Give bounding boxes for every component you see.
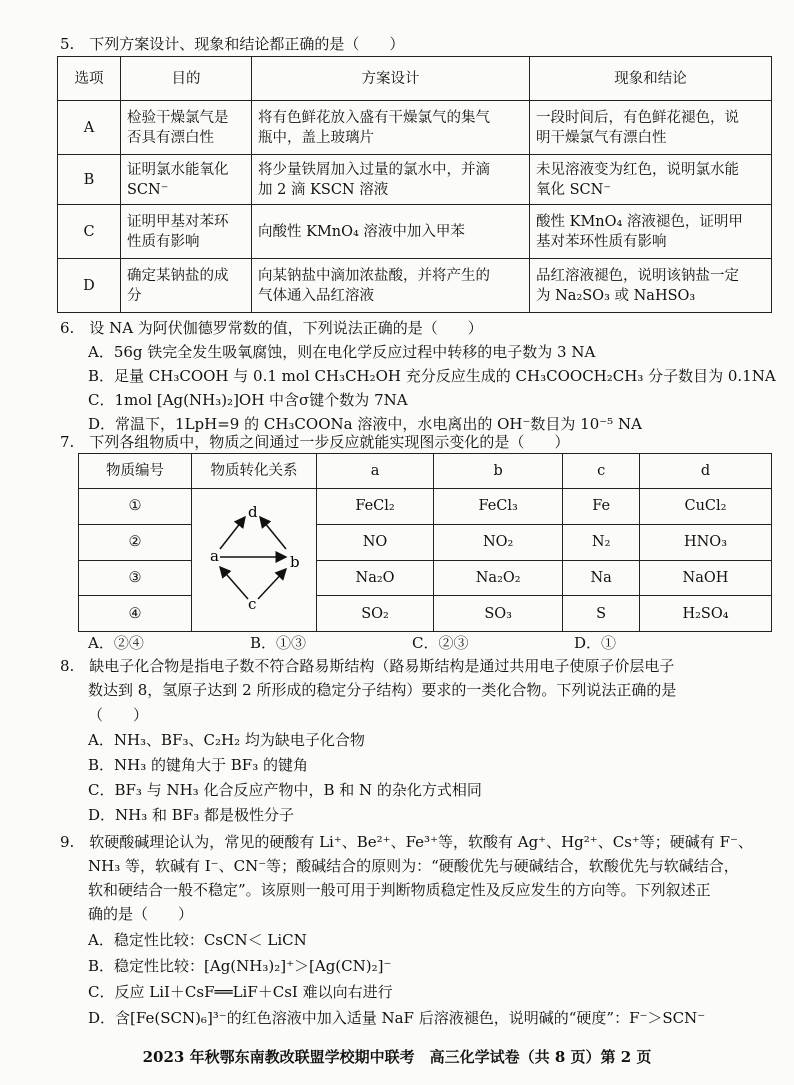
- q7-header-a: a: [317, 454, 434, 489]
- q9-stem-line1: 9. 软硬酸碱理论认为，常见的硬酸有 Li⁺、Be²⁺、Fe³⁺等，软酸有 Ag⁺、Hg²⁺、Cs⁺等；硬碱有 F⁻、: [60, 833, 753, 851]
- q5-row-goal: 证明氯水能氧化 SCN⁻: [121, 155, 252, 205]
- q8-stem-line2: 数达到 8，氢原子达到 2 所形成的稳定分子结构）要求的一类化合物。下列说法正确的是: [88, 681, 677, 699]
- q7-row-id: ④: [79, 596, 192, 632]
- q6-option-c: C．1mol [Ag(NH₃)₂]OH 中含σ键个数为 7NA: [88, 391, 408, 409]
- q5-row-plan: 向酸性 KMnO₄ 溶液中加入甲苯: [252, 205, 530, 259]
- q7-cell-b: NO₂: [434, 524, 563, 560]
- q9-option-c: C．反应 LiI＋CsF══LiF＋CsI 难以向右进行: [88, 983, 393, 1001]
- diagram-label-a: a: [210, 547, 219, 565]
- arrow-a-to-d: [220, 517, 245, 549]
- q5-table: [57, 56, 772, 313]
- q8-option-b: B．NH₃ 的键角大于 BF₃ 的键角: [88, 756, 308, 774]
- q5-row-option: A: [58, 101, 121, 155]
- q7-cell-d: HNO₃: [639, 524, 771, 560]
- q7-cell-b: Na₂O₂: [434, 560, 563, 596]
- q9-stem-line2: NH₃ 等，软碱有 I⁻、CN⁻等；酸碱结合的原则为：“硬酸优先与硬碱结合，软酸优先与软碱结合，: [88, 857, 739, 875]
- q5-header-option: 选项: [58, 57, 121, 101]
- arrow-c-to-b: [258, 569, 286, 599]
- q7-answer-a: A．②④: [88, 634, 144, 652]
- q7-stem: 7. 下列各组物质中，物质之间通过一步反应就能实现图示变化的是（ ）: [60, 433, 570, 451]
- q7-cell-c: S: [563, 596, 640, 632]
- q7-header-b: b: [434, 454, 563, 489]
- q7-cell-a: NO: [317, 524, 434, 560]
- table-row: [58, 155, 772, 205]
- q7-cell-d: CuCl₂: [639, 489, 771, 525]
- q5-row-result: 品红溶液褪色，说明该钠盐一定 为 Na₂SO₃ 或 NaHSO₃: [530, 259, 772, 313]
- q9-stem-line3: 软和硬结合一般不稳定”。该原则一般可用于判断物质稳定性及反应发生的方向等。下列叙述正: [88, 881, 711, 899]
- q5-row-result: 未见溶液变为红色，说明氯水能 氧化 SCN⁻: [530, 155, 772, 205]
- q5-row-goal: 证明甲基对苯环 性质有影响: [121, 205, 252, 259]
- q7-cell-b: SO₃: [434, 596, 563, 632]
- q7-header-relation: 物质转化关系: [192, 454, 317, 489]
- q5-header-plan: 方案设计: [252, 57, 530, 101]
- q5-row-plan: 将有色鲜花放入盛有干燥氯气的集气 瓶中，盖上玻璃片: [252, 101, 530, 155]
- q7-cell-a: FeCl₂: [317, 489, 434, 525]
- q7-table: [78, 453, 772, 632]
- q6-option-b: B．足量 CH₃COOH 与 0.1 mol CH₃CH₂OH 充分反应生成的 CH₃COOCH₂CH₃ 分子数目为 0.1NA: [88, 367, 776, 385]
- q7-relation-diagram: [192, 489, 317, 632]
- q5-row-goal: 确定某钠盐的成 分: [121, 259, 252, 313]
- q7-cell-d: H₂SO₄: [639, 596, 771, 632]
- q6-stem: 6. 设 NA 为阿伏伽德罗常数的值，下列说法正确的是（ ）: [60, 319, 483, 337]
- diagram-label-b: b: [290, 553, 300, 571]
- q7-cell-c: Na: [563, 560, 640, 596]
- q5-row-option: D: [58, 259, 121, 313]
- q8-stem-line3: （ ）: [88, 706, 149, 724]
- q7-row-id: ③: [79, 560, 192, 596]
- q6-option-a: A．56g 铁完全发生吸氧腐蚀，则在电化学反应过程中转移的电子数为 3 NA: [88, 343, 596, 361]
- q6-option-d: D．常温下，1LpH=9 的 CH₃COONa 溶液中，水电离出的 OH⁻数目为 10⁻⁵ NA: [88, 415, 642, 433]
- q9-option-b: B．稳定性比较：[Ag(NH₃)₂]⁺＞[Ag(CN)₂]⁻: [88, 957, 392, 975]
- q5-header-result: 现象和结论: [530, 57, 772, 101]
- table-row: [79, 524, 772, 560]
- q8-option-d: D．NH₃ 和 BF₃ 都是极性分子: [88, 806, 294, 824]
- arrow-c-to-a: [220, 567, 248, 599]
- q7-cell-a: Na₂O: [317, 560, 434, 596]
- q7-cell-c: N₂: [563, 524, 640, 560]
- q7-header-c: c: [563, 454, 640, 489]
- q9-option-a: A．稳定性比较：CsCN＜ LiCN: [88, 931, 307, 949]
- q5-stem: 5. 下列方案设计、现象和结论都正确的是（ ）: [60, 35, 405, 53]
- diagram-label-d: d: [248, 503, 258, 521]
- q7-row-id: ②: [79, 524, 192, 560]
- q7-header-id: 物质编号: [79, 454, 192, 489]
- q5-row-option: B: [58, 155, 121, 205]
- q7-answer-c: C．②③: [412, 634, 469, 652]
- q5-row-result: 酸性 KMnO₄ 溶液褪色，证明甲 基对苯环性质有影响: [530, 205, 772, 259]
- q7-row-id: ①: [79, 489, 192, 525]
- table-row: [79, 489, 772, 525]
- table-row: [58, 259, 772, 313]
- q8-option-c: C．BF₃ 与 NH₃ 化合反应产物中，B 和 N 的杂化方式相同: [88, 781, 482, 799]
- q7-header-d: d: [639, 454, 771, 489]
- table-row: [58, 101, 772, 155]
- q9-option-d: D．含[Fe(SCN)₆]³⁻的红色溶液中加入适量 NaF 后溶液褪色，说明碱的“硬度”：F⁻＞SCN⁻: [88, 1009, 706, 1027]
- q5-header-goal: 目的: [121, 57, 252, 101]
- table-row: [58, 205, 772, 259]
- q8-stem-line1: 8. 缺电子化合物是指电子数不符合路易斯结构（路易斯结构是通过共用电子使原子价层电子: [60, 657, 675, 675]
- page-footer: 2023 年秋鄂东南教改联盟学校期中联考 高三化学试卷（共 8 页）第 2 页: [142, 1048, 652, 1066]
- conversion-diagram: [198, 489, 310, 625]
- q7-cell-d: NaOH: [639, 560, 771, 596]
- q9-stem-line4: 确的是（ ）: [88, 905, 194, 923]
- q7-cell-c: Fe: [563, 489, 640, 525]
- q7-answers: [88, 632, 728, 653]
- q8-option-a: A．NH₃、BF₃、C₂H₂ 均为缺电子化合物: [88, 731, 365, 749]
- q5-row-plan: 向某钠盐中滴加浓盐酸，并将产生的 气体通入品红溶液: [252, 259, 530, 313]
- q5-row-goal: 检验干燥氯气是 否具有漂白性: [121, 101, 252, 155]
- q5-row-plan: 将少量铁屑加入过量的氯水中，并滴 加 2 滴 KSCN 溶液: [252, 155, 530, 205]
- arrow-b-to-d: [260, 517, 286, 549]
- table-row: [79, 560, 772, 596]
- q7-cell-b: FeCl₃: [434, 489, 563, 525]
- q7-answer-b: B．①③: [250, 634, 307, 652]
- table-row: [79, 596, 772, 632]
- diagram-label-c: c: [248, 595, 257, 613]
- q7-answer-d: D．①: [574, 634, 617, 652]
- q5-row-result: 一段时间后，有色鲜花褪色，说 明干燥氯气有漂白性: [530, 101, 772, 155]
- q5-row-option: C: [58, 205, 121, 259]
- q7-cell-a: SO₂: [317, 596, 434, 632]
